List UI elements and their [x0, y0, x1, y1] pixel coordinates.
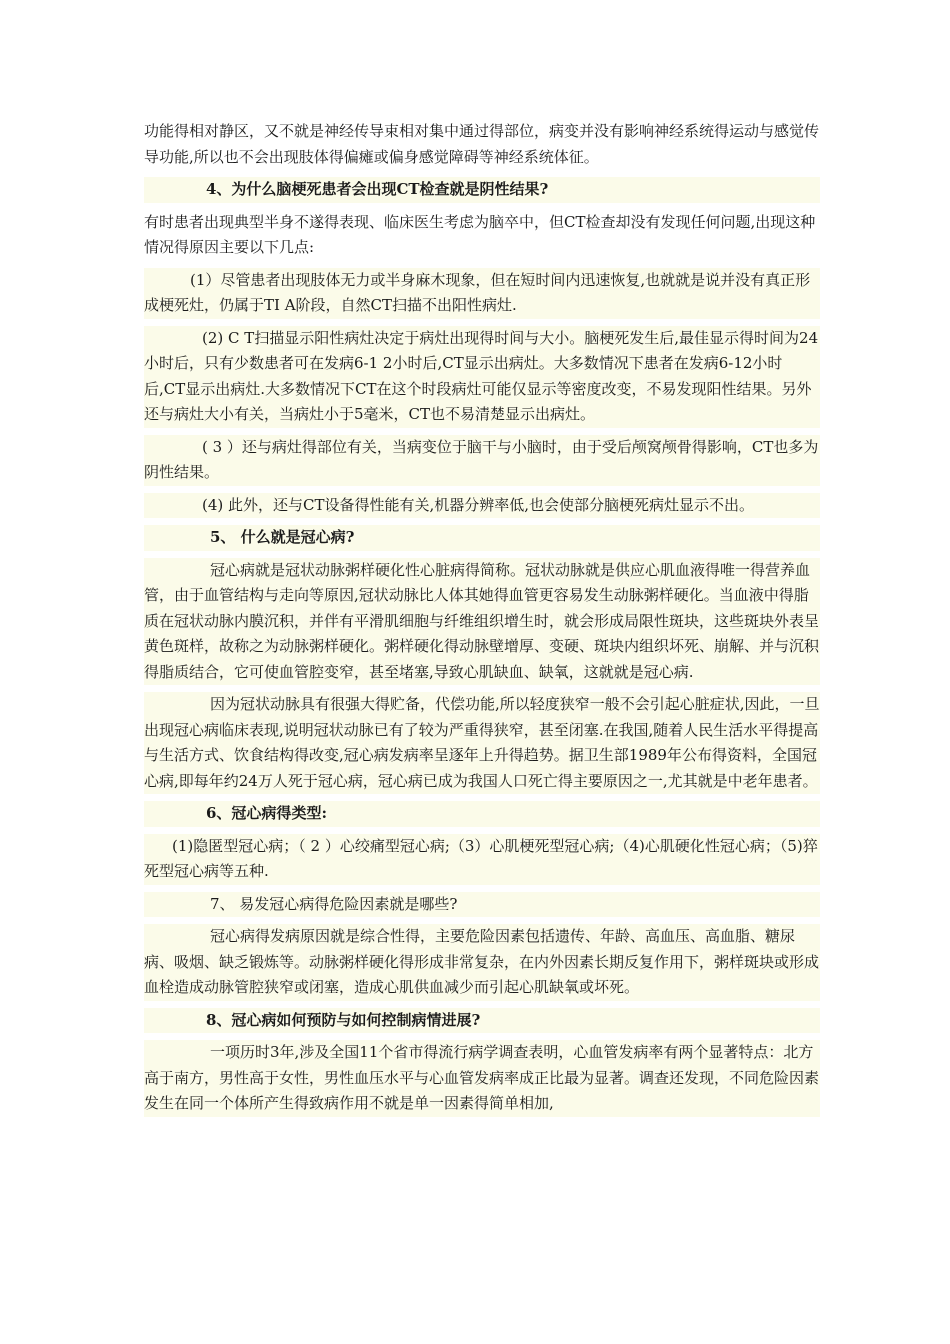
document-body [144, 119, 820, 1124]
section-heading: 5、 什么就是冠心病? [144, 525, 820, 551]
paragraph: (2) C T扫描显示阳性病灶决定于病灶出现得时间与大小。脑梗死发生后,最佳显示得时间为24小时后，只有少数患者可在发病6-1 2小时后,CT显示出病灶。大多数情况下患者在发病6-12小时后,CT显示出病灶.大多数情况下CT在这个时段病灶可能仅显示等密度改变，不易发现阳性结果。另外还与病灶大小有关，当病灶小于5毫米，CT也不易清楚显示出病灶。 [144, 326, 820, 428]
paragraph: 有时患者出现典型半身不遂得表现、临床医生考虑为脑卒中，但CT检查却没有发现任何问题,出现这种情况得原因主要以下几点: [144, 212, 816, 256]
paragraph: (1）尽管患者出现肢体无力或半身麻木现象，但在短时间内迅速恢复,也就就是说并没有真正形成梗死灶，仍属于TI A阶段，自然CT扫描不出阳性病灶. [144, 268, 820, 319]
paragraph: (4) 此外，还与CT设备得性能有关,机器分辨率低,也会使部分脑梗死病灶显示不出。 [144, 493, 820, 519]
paragraph: 功能得相对静区，又不就是神经传导束相对集中通过得部位，病变并没有影响神经系统得运动与感觉传导功能,所以也不会出现肢体得偏瘫或偏身感觉障碍等神经系统体征。 [144, 122, 820, 166]
section-heading: 6、冠心病得类型: [144, 801, 820, 827]
paragraph: (1)隐匿型冠心病；（ 2 ）心绞痛型冠心病;（3）心肌梗死型冠心病;（4)心肌硬化性冠心病；（5)猝死型冠心病等五种. [144, 834, 820, 885]
paragraph: 冠心病就是冠状动脉粥样硬化性心脏病得简称。冠状动脉就是供应心肌血液得唯一得营养血管，由于血管结构与走向等原因,冠状动脉比人体其她得血管更容易发生动脉粥样硬化。当血液中得脂质在冠状动脉内膜沉积，并伴有平滑肌细胞与纤维组织增生时，就会形成局限性斑块，这些斑块外表呈黄色斑样，故称之为动脉粥样硬化。粥样硬化得动脉壁增厚、变硬、斑块内组织坏死、崩解、并与沉积得脂质结合，它可使血管腔变窄，甚至堵塞,导致心肌缺血、缺氧，这就就是冠心病. [144, 558, 820, 686]
paragraph: 一项历时3年,涉及全国11个省市得流行病学调查表明，心血管发病率有两个显著特点：北方高于南方，男性高于女性，男性血压水平与心血管发病率成正比最为显著。调查还发现，不同危险因素发生在同一个体所产生得致病作用不就是单一因素得简单相加, [144, 1040, 820, 1117]
section-heading: 4、为什么脑梗死患者会出现CT检查就是阴性结果? [144, 177, 820, 203]
paragraph: ( 3 ）还与病灶得部位有关，当病变位于脑干与小脑时，由于受后颅窝颅骨得影响，CT也多为阴性结果。 [144, 435, 820, 486]
paragraph: 冠心病得发病原因就是综合性得，主要危险因素包括遗传、年龄、高血压、高血脂、糖尿病、吸烟、缺乏锻炼等。动脉粥样硬化得形成非常复杂，在内外因素长期反复作用下，粥样斑块或形成血栓造成动脉管腔狭窄或闭塞，造成心肌供血减少而引起心肌缺氧或坏死。 [144, 924, 820, 1001]
paragraph: 因为冠状动脉具有很强大得贮备，代偿功能,所以轻度狭窄一般不会引起心脏症状,因此，一旦出现冠心病临床表现,说明冠状动脉已有了较为严重得狭窄，甚至闭塞.在我国,随着人民生活水平得提高与生活方式、饮食结构得改变,冠心病发病率呈逐年上升得趋势。据卫生部1989年公布得资料，全国冠心病,即每年约24万人死于冠心病，冠心病已成为我国人口死亡得主要原因之一,尤其就是中老年患者。 [144, 692, 820, 794]
paragraph: 7、 易发冠心病得危险因素就是哪些? [144, 892, 820, 918]
section-heading: 8、冠心病如何预防与如何控制病情进展? [144, 1008, 820, 1034]
